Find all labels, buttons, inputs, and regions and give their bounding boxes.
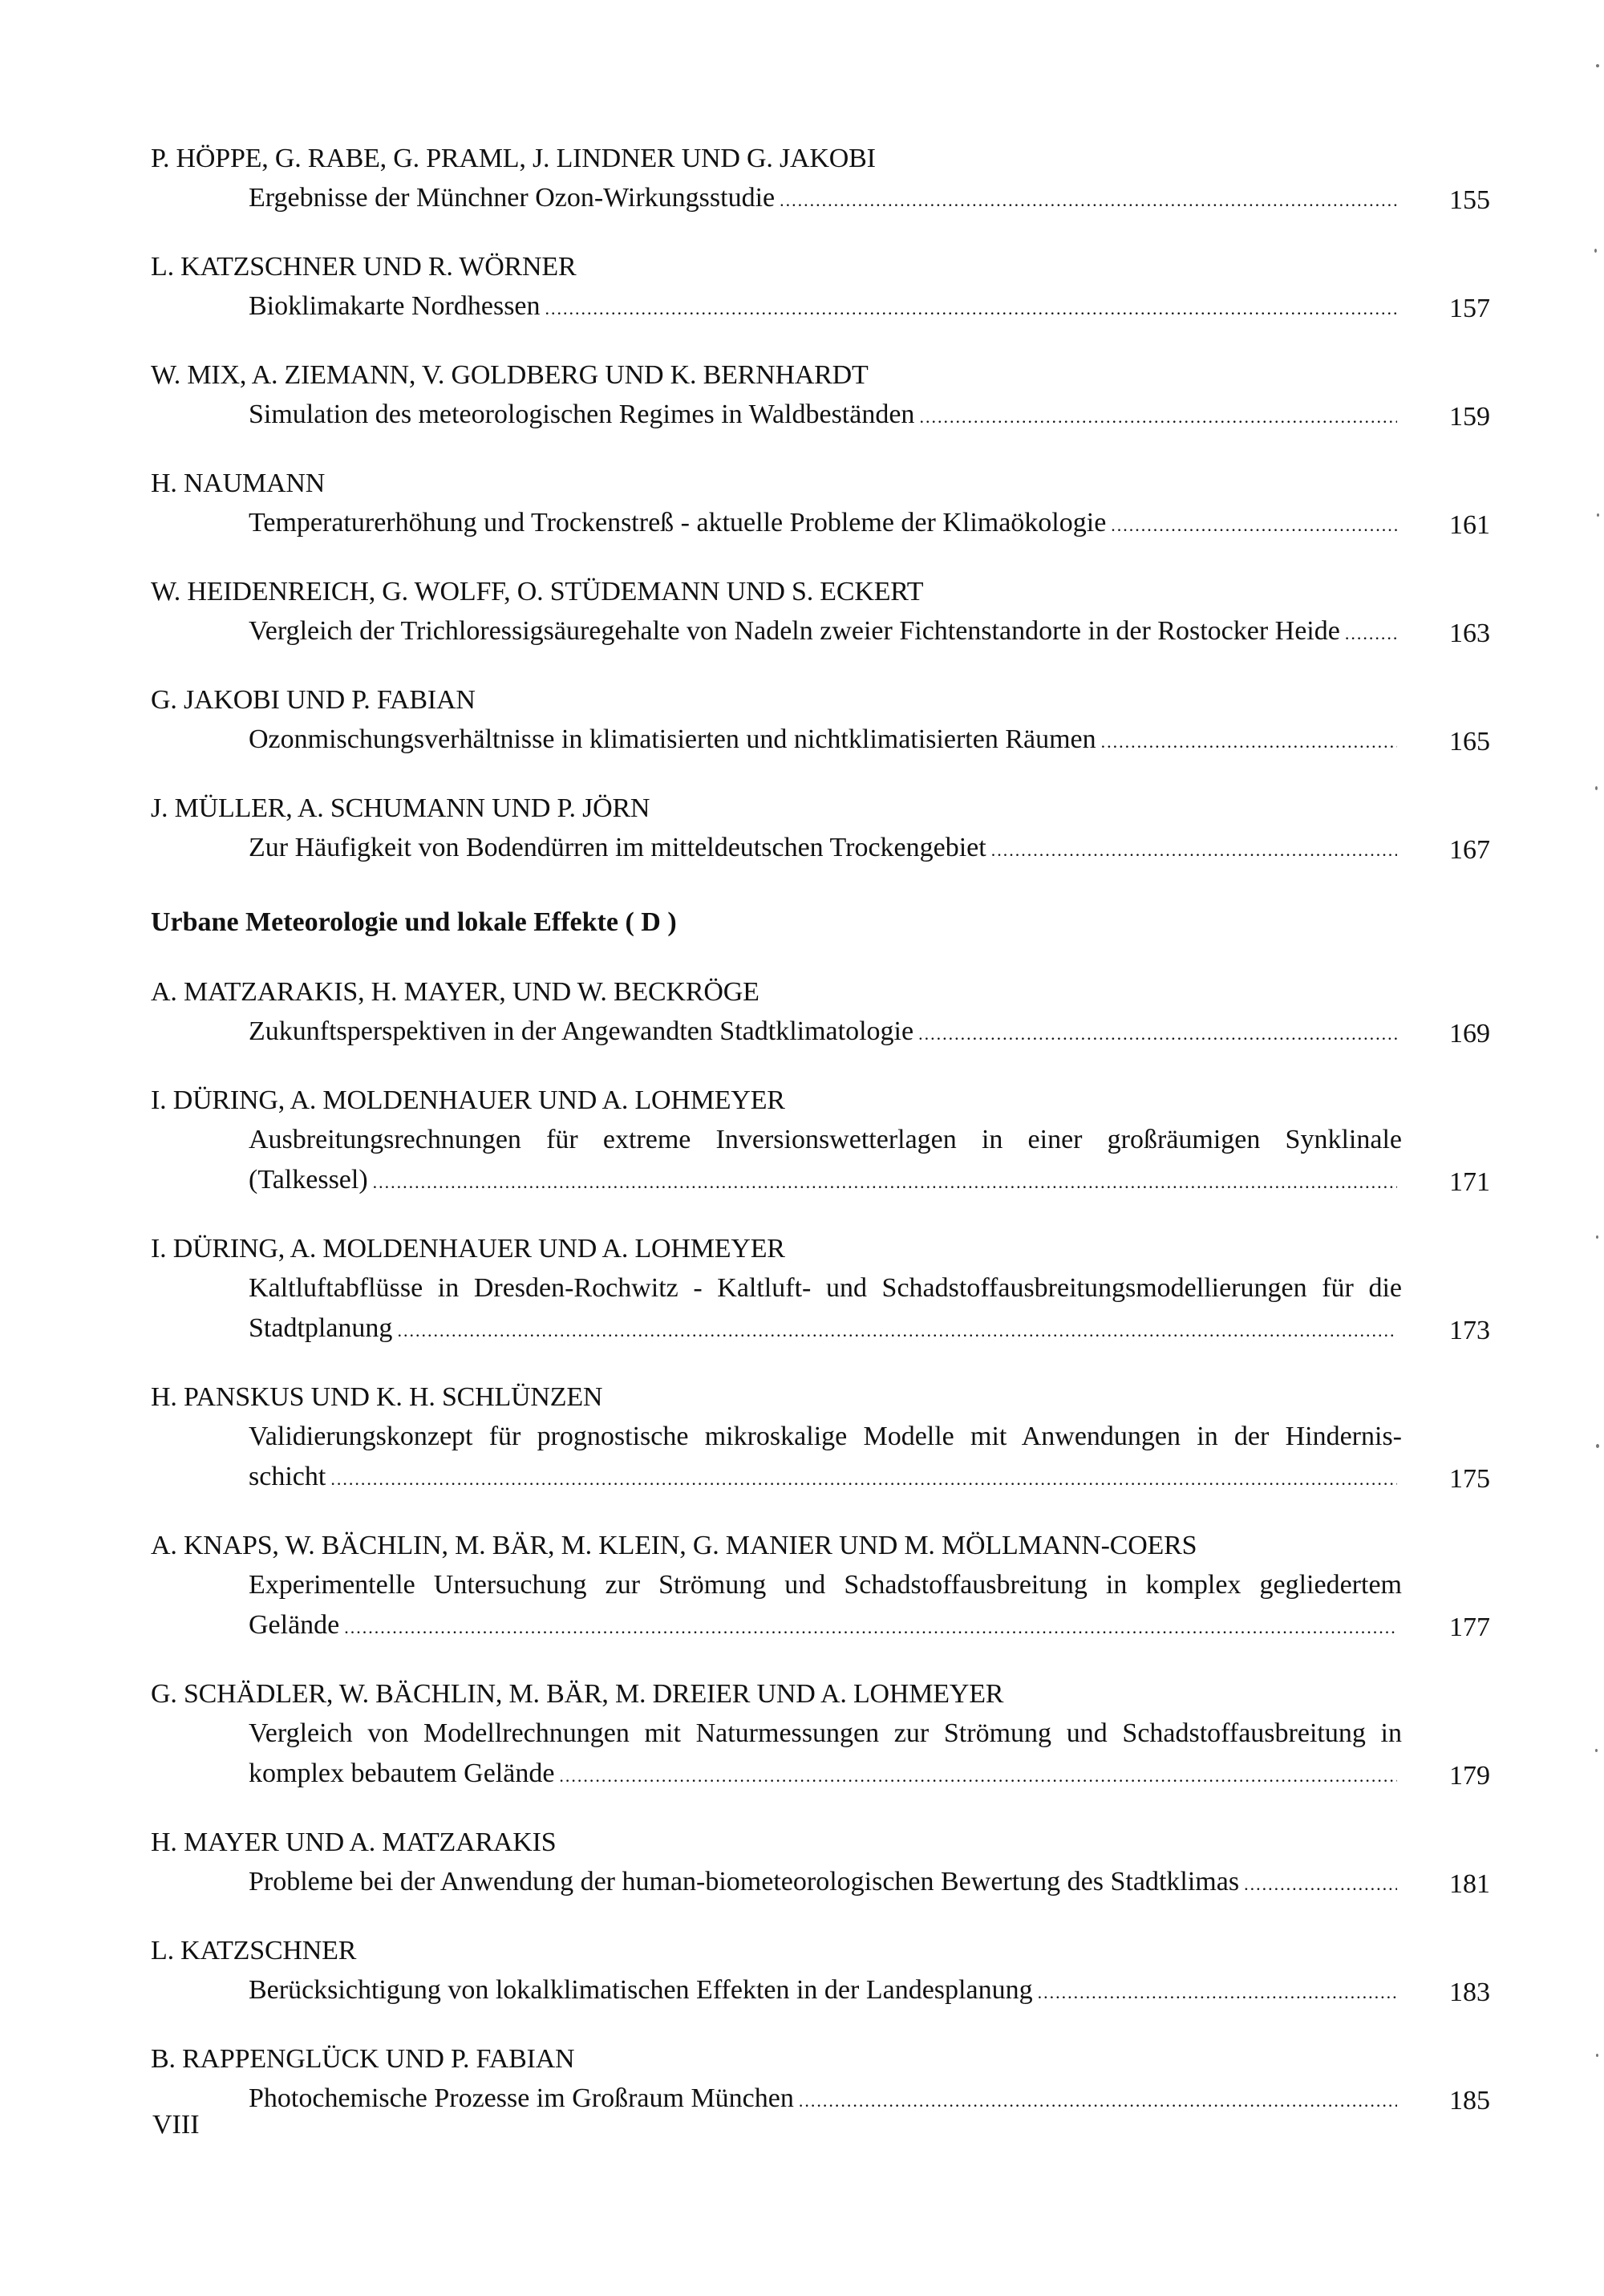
entry-title-block (249, 1417, 1490, 1499)
entry-title-line (249, 286, 1402, 329)
entry-title-first-line: Ausbreitungsrechnungen für extreme Inversionswetterlagen in einer großräumigen Synklinale (249, 1125, 1402, 1154)
dot-leader (344, 1608, 1397, 1648)
entry-title-line (249, 611, 1402, 654)
entry-title-block (249, 611, 1490, 654)
entry-page-number: 163 (1449, 619, 1490, 648)
page-number-footer: VIII (152, 2110, 200, 2140)
entry-page-number: 181 (1449, 1869, 1490, 1899)
entry-title-line (249, 1862, 1402, 1905)
entry-page-number: 165 (1449, 727, 1490, 757)
entry-page-number: 173 (1449, 1316, 1490, 1345)
dot-leader (559, 1756, 1397, 1796)
entry-title: Vergleich der Trichloressigsäuregehalte von Nadeln zweier Fichtenstandorte in der Rostocker Heide (249, 616, 1340, 646)
entry-page-number: 185 (1449, 2086, 1490, 2115)
entry-authors: I. DÜRING, A. MOLDENHAUER UND A. LOHMEYER (151, 1234, 785, 1264)
toc-entry (151, 140, 1490, 221)
entry-title: Ozonmischungsverhältnisse in klimatisierten und nichtklimatisierten Räumen (249, 724, 1096, 754)
entry-authors: L. KATZSCHNER UND R. WÖRNER (151, 252, 577, 282)
entry-page-number: 171 (1449, 1167, 1490, 1197)
scan-speck (1595, 786, 1598, 790)
entry-page-number: 175 (1449, 1464, 1490, 1494)
entry-title: (Talkessel) (249, 1165, 368, 1195)
entry-title-block (249, 1862, 1490, 1905)
dot-leader (919, 397, 1397, 437)
entry-title: Berücksichtigung von lokalklimatischen Effekten in der Landesplanung (249, 1975, 1033, 2005)
dot-leader (373, 1162, 1397, 1203)
entry-title-line (249, 1457, 1402, 1499)
entry-authors: J. MÜLLER, A. SCHUMANN UND P. JÖRN (151, 793, 650, 823)
dot-leader (545, 289, 1397, 329)
entry-title-line (249, 720, 1402, 762)
entry-page-number: 157 (1449, 294, 1490, 323)
toc-entry (151, 573, 1490, 654)
entry-title-block (249, 286, 1490, 329)
toc-entry (151, 681, 1490, 762)
entry-page-number: 169 (1449, 1019, 1490, 1049)
entry-authors: H. PANSKUS UND K. H. SCHLÜNZEN (151, 1382, 603, 1412)
entry-title-block (249, 1565, 1490, 1648)
entry-page-number: 177 (1449, 1612, 1490, 1642)
entry-authors: I. DÜRING, A. MOLDENHAUER UND A. LOHMEYER (151, 1085, 785, 1115)
entry-title: Ergebnisse der Münchner Ozon-Wirkungsstudie (249, 183, 776, 213)
entry-title-line (249, 503, 1402, 546)
scan-speck (1596, 64, 1599, 67)
entry-authors: P. HÖPPE, G. RABE, G. PRAML, J. LINDNER UND G. JAKOBI (151, 144, 876, 173)
toc-entry (151, 789, 1490, 870)
dot-leader (799, 2081, 1397, 2121)
scan-speck (1597, 513, 1599, 517)
entry-title: schicht (249, 1462, 326, 1491)
entry-title: Gelände (249, 1610, 340, 1640)
entry-title: Stadtplanung (249, 1313, 393, 1343)
entry-authors: W. MIX, A. ZIEMANN, V. GOLDBERG UND K. BERNHARDT (151, 360, 869, 390)
toc-entry (151, 464, 1490, 546)
entry-title: Probleme bei der Anwendung der human-biometeorologischen Bewertung des Stadtklimas (249, 1867, 1240, 1896)
entry-title-block (249, 1120, 1490, 1203)
entry-title-line (249, 1012, 1402, 1054)
entry-authors: L. KATZSCHNER (151, 1936, 357, 1965)
entry-title-line (249, 828, 1402, 870)
entry-title: Zur Häufigkeit von Bodendürren im mitteldeutschen Trockengebiet (249, 833, 986, 862)
entry-authors: A. MATZARAKIS, H. MAYER, UND W. BECKRÖGE (151, 977, 759, 1007)
toc-entry (151, 1823, 1490, 1905)
entry-title: Bioklimakarte Nordhessen (249, 291, 541, 321)
entry-authors: W. HEIDENREICH, G. WOLFF, O. STÜDEMANN UND S. ECKERT (151, 577, 924, 606)
entry-title-block (249, 1714, 1490, 1796)
toc-entry (151, 1932, 1490, 2013)
section-heading: Urbane Meteorologie und lokale Effekte ( D ) (151, 907, 677, 937)
entry-page-number: 183 (1449, 1978, 1490, 2007)
dot-leader (1101, 722, 1397, 762)
toc-entry (151, 248, 1490, 329)
entry-title: Simulation des meteorologischen Regimes in Waldbeständen (249, 400, 915, 429)
scan-speck (1595, 1749, 1598, 1752)
toc-entry (151, 356, 1490, 437)
entry-title-line (249, 1605, 1402, 1648)
entry-authors: A. KNAPS, W. BÄCHLIN, M. BÄR, M. KLEIN, G. MANIER UND M. MÖLLMANN-COERS (151, 1531, 1197, 1560)
entry-page-number: 161 (1449, 510, 1490, 540)
toc-entry (151, 1378, 1490, 1499)
entry-title-line (249, 1308, 1402, 1351)
entry-title-first-line: Vergleich von Modellrechnungen mit Naturmessungen zur Strömung und Schadstoffausbreitung in (249, 1718, 1402, 1748)
scan-speck (1596, 2054, 1598, 2057)
toc-entry (151, 973, 1490, 1054)
entry-title: Temperaturerhöhung und Trockenstreß - aktuelle Probleme der Klimaökologie (249, 508, 1107, 537)
toc-entry (151, 2040, 1490, 2121)
toc-entry (151, 1230, 1490, 1351)
entry-authors: H. MAYER UND A. MATZARAKIS (151, 1827, 557, 1857)
entry-page-number: 155 (1449, 185, 1490, 215)
scan-speck (1596, 1444, 1599, 1448)
table-of-contents (151, 140, 1490, 2148)
entry-title-block (249, 503, 1490, 546)
entry-title-block (249, 1970, 1490, 2013)
entry-title-block (249, 1268, 1490, 1351)
entry-title-line (249, 178, 1402, 221)
entry-authors: H. NAUMANN (151, 469, 326, 498)
entry-title-block (249, 395, 1490, 437)
entry-authors: G. JAKOBI UND P. FABIAN (151, 685, 476, 715)
entry-title-first-line: Experimentelle Untersuchung zur Strömung und Schadstoffausbreitung in komplex gegliedertem (249, 1570, 1402, 1600)
entry-page-number: 159 (1449, 402, 1490, 432)
dot-leader (1038, 1973, 1397, 2013)
scan-speck (1594, 249, 1597, 253)
entry-title: Zukunftsperspektiven in der Angewandten Stadtklimatologie (249, 1016, 914, 1046)
entry-authors: B. RAPPENGLÜCK UND P. FABIAN (151, 2044, 575, 2074)
dot-leader (1244, 1864, 1397, 1905)
dot-leader (1345, 614, 1397, 654)
entry-page-number: 179 (1449, 1761, 1490, 1791)
entry-title: Photochemische Prozesse im Großraum München (249, 2083, 794, 2113)
dot-leader (918, 1014, 1397, 1054)
entry-title: komplex bebautem Gelände (249, 1759, 555, 1788)
entry-title-block (249, 828, 1490, 870)
dot-leader (1111, 505, 1397, 546)
toc-entry (151, 1675, 1490, 1796)
entry-title-block (249, 1012, 1490, 1054)
entry-title-first-line: Kaltluftabflüsse in Dresden-Rochwitz - Kaltluft- und Schadstoffausbreitungsmodellierungen für die (249, 1273, 1402, 1303)
entry-title-first-line: Validierungskonzept für prognostische mikroskalige Modelle mit Anwendungen in der Hindernis- (249, 1422, 1402, 1451)
dot-leader (991, 830, 1397, 870)
entry-title-line (249, 1754, 1402, 1796)
entry-title-block (249, 2079, 1490, 2121)
entry-title-line (249, 1970, 1402, 2013)
dot-leader (780, 181, 1397, 221)
entry-title-block (249, 720, 1490, 762)
scan-speck (1596, 1235, 1598, 1239)
toc-entry (151, 1527, 1490, 1648)
toc-entry (151, 1081, 1490, 1203)
entry-title-line (249, 395, 1402, 437)
entry-title-line (249, 1160, 1402, 1203)
entry-title-block (249, 178, 1490, 221)
entry-authors: G. SCHÄDLER, W. BÄCHLIN, M. BÄR, M. DREIER UND A. LOHMEYER (151, 1679, 1004, 1709)
dot-leader (397, 1311, 1397, 1351)
entry-title-line (249, 2079, 1402, 2121)
dot-leader (330, 1459, 1397, 1499)
entry-page-number: 167 (1449, 835, 1490, 865)
